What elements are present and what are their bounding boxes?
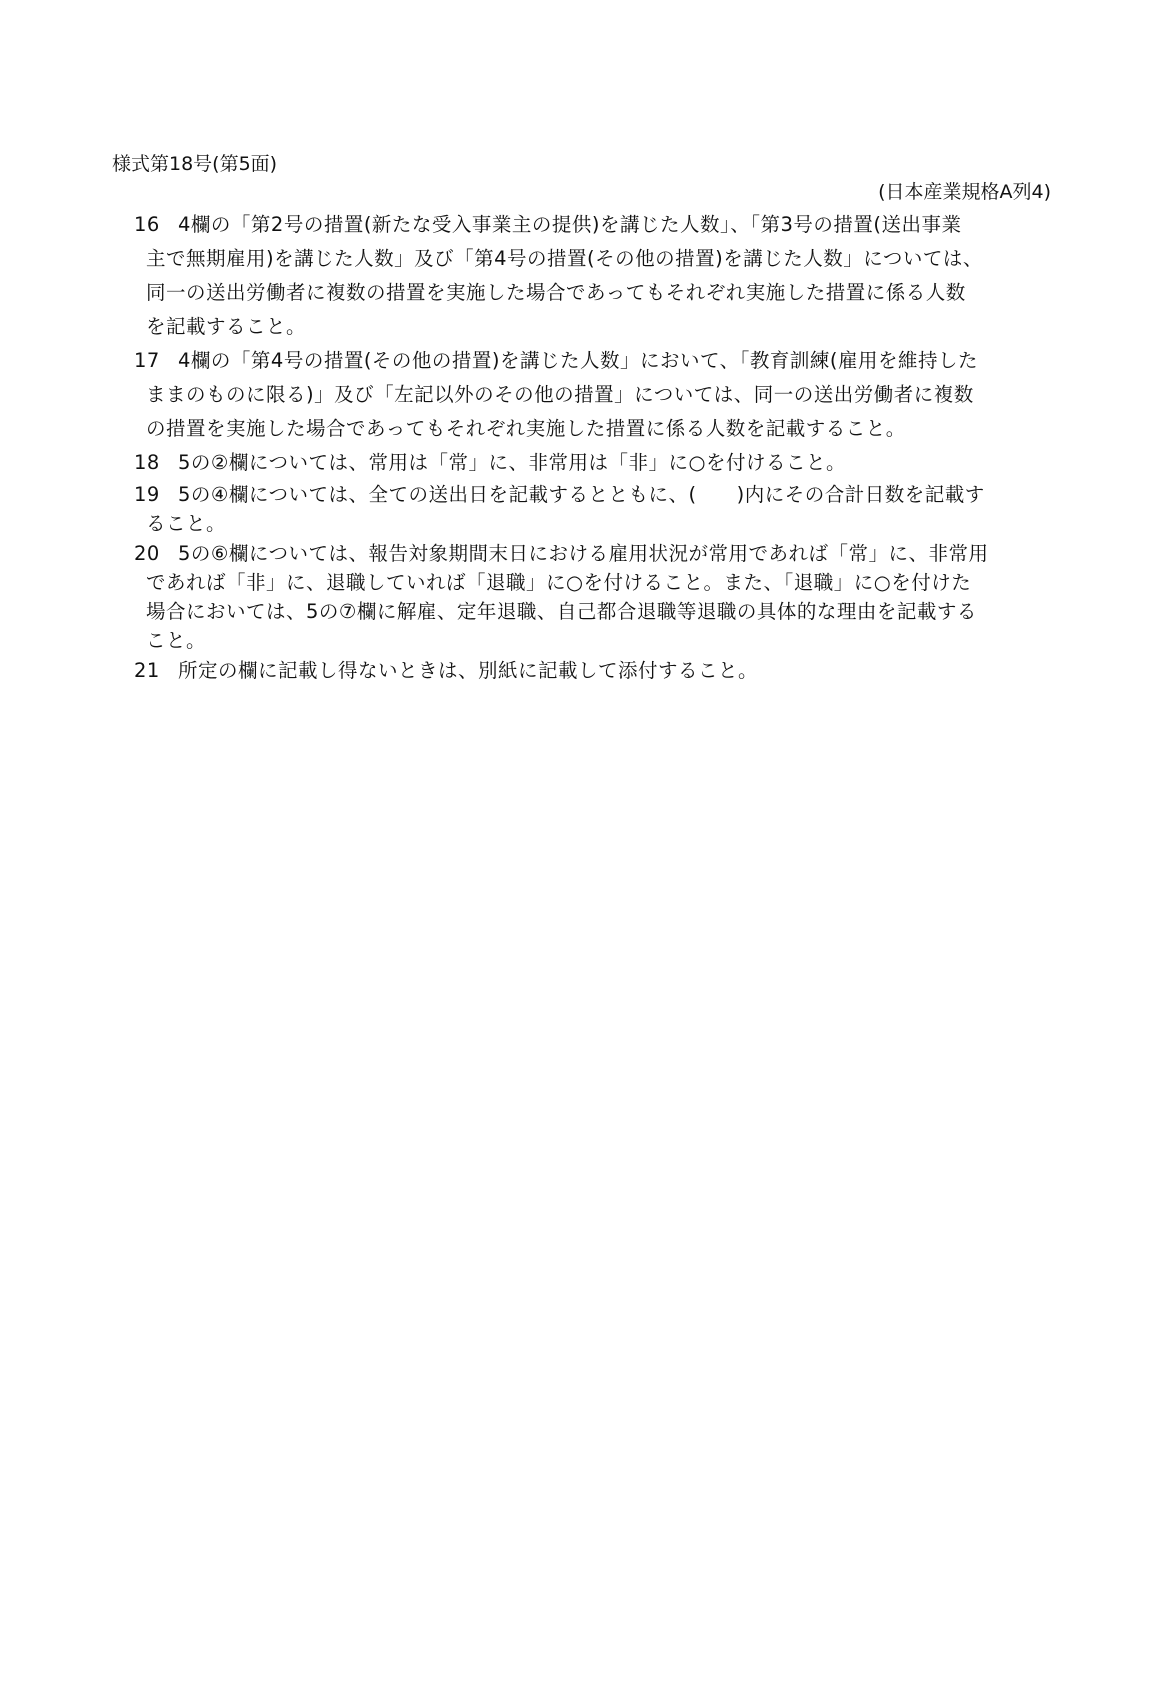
note-line: 4欄の「第2号の措置(新たな受入事業主の提供)を講じた人数」、「第3号の措置(送出事業 [178,213,962,236]
form-number-label: 様式第18号(第5面) [112,153,278,175]
notes-list [134,208,1054,686]
note-line: の措置を実施した場合であってもそれぞれ実施した措置に係る人数を記載すること。 [146,417,906,440]
note-line: 5の④欄については、全ての送出日を記載するとともに、( )内にその合計日数を記載す [178,483,985,506]
note-text [178,446,1054,480]
note-number: 20 [134,542,160,565]
note-line: ること。 [146,512,227,535]
paper-standard-label: (日本産業規格A列4) [878,181,1051,203]
note-line: 所定の欄に記載し得ないときは、別紙に記載して添付すること。 [178,659,759,682]
note-line: であれば「非」に、退職していれば「退職」に○を付けること。また、「退職」に○を付けた [146,571,972,594]
note-number: 18 [134,451,160,474]
note-number: 19 [134,483,160,506]
note-line: 4欄の「第4号の措置(その他の措置)を講じた人数」において、「教育訓練(雇用を維持した [178,349,978,372]
note-number: 16 [134,213,160,236]
note-line: こと。 [146,629,207,652]
note-17 [134,344,1054,446]
note-number: 21 [134,659,160,682]
note-21 [134,656,1054,685]
note-18 [134,446,1054,480]
note-16 [134,208,1054,344]
note-line: 場合においては、5の⑦欄に解雇、定年退職、自己都合退職等退職の具体的な理由を記載する [146,600,977,623]
note-text [178,656,1054,685]
note-line: を記載すること。 [146,315,307,338]
note-19 [134,480,1054,538]
note-line: 主で無期雇用)を講じた人数」及び「第4号の措置(その他の措置)を講じた人数」については、 [146,247,983,270]
note-line: 5の②欄については、常用は「常」に、非常用は「非」に○を付けること。 [178,451,847,474]
note-20 [134,539,1054,655]
note-line: ままのものに限る)」及び「左記以外のその他の措置」については、同一の送出労働者に複数 [146,383,974,406]
note-number: 17 [134,349,160,372]
note-line: 同一の送出労働者に複数の措置を実施した場合であってもそれぞれ実施した措置に係る人数 [146,281,966,304]
note-line: 5の⑥欄については、報告対象期間末日における雇用状況が常用であれば「常」に、非常用 [178,542,989,565]
